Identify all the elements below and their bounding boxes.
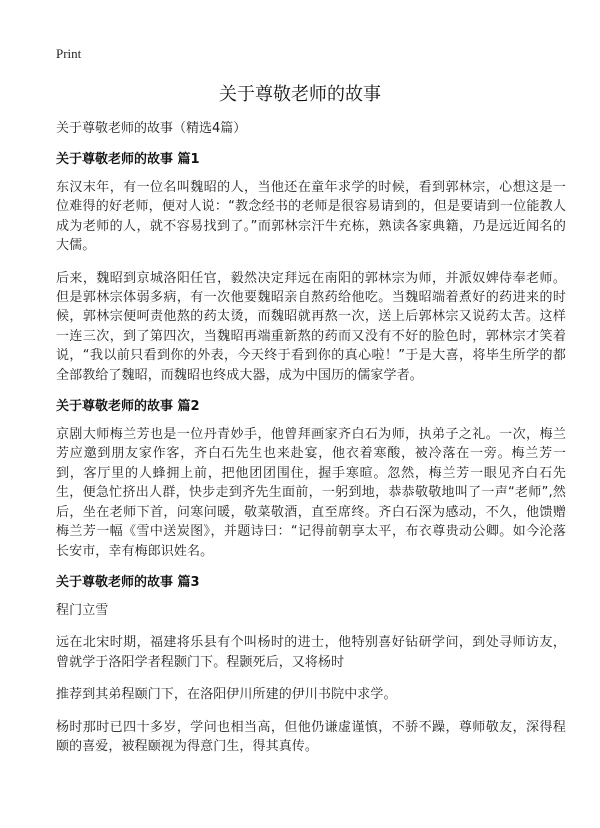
article-subtitle: 关于尊敬老师的故事（精选4篇） xyxy=(56,121,247,136)
paragraph: 远在北宋时期，福建将乐县有个叫杨时的进士，他特别喜好钻研学问，到处寻师访友，曾就学于洛阳学者程颢门下。程颢死后，又将杨时 xyxy=(56,635,566,670)
section-heading: 关于尊敬老师的故事 篇2 xyxy=(56,399,200,415)
print-link[interactable]: Print xyxy=(56,46,82,61)
paragraph: 京剧大师梅兰芳也是一位丹青妙手，他曾拜画家齐白石为师，执弟子之礼。一次，梅兰芳应邀到朋友家作客，齐白石先生也来赴宴，他衣着寒酸，被冷落在一旁。梅兰芳一到，客厅里的人蜂拥上前，把他团团围住，握手寒暄。忽然，梅兰芳一眼见齐白石先生，便急忙挤出人群，快步走到齐先生面前，一躬到地，恭恭敬敬地叫了一声“老师”,然后，坐在老师下首，问寒问暖，敬菜敬酒，直至席终。齐白石深为感动，不久，他馈赠梅兰芳一幅《雪中送炭图》，并题诗曰：“记得前朝享太平，布衣尊贵动公卿。如今沦落长安市，幸有梅郎识姓名。 xyxy=(56,427,566,559)
paragraph: 东汉末年，有一位名叫魏昭的人，当他还在童年求学的时候，看到郭林宗，心想这是一位难得的好老师，便对人说：“教念经书的老师是很容易请到的，但是要请到一位能教人成为老师的人，就不容易找到了。”而郭林宗汗牛充栋，熟读各家典籍，乃是远近闻名的大儒。 xyxy=(56,180,566,254)
page-title: 关于尊敬老师的故事 xyxy=(219,84,381,105)
section-1 xyxy=(56,151,566,385)
paragraph: 程门立雪 xyxy=(56,602,109,618)
paragraph: 杨时那时已四十多岁，学问也相当高，但他仍谦虚谨慎，不骄不躁，尊师敬友，深得程颐的喜爱，被程颐视为得意门生，得其真传。 xyxy=(56,719,566,754)
section-3 xyxy=(56,574,566,756)
paragraph: 后来，魏昭到京城洛阳任官，毅然决定拜远在南阳的郭林宗为师，并派奴婢侍奉老师。但是郭林宗体弱多病，有一次他要魏昭亲自熬药给他吃。当魏昭端着煮好的药进来的时候，郭林宗便呵责他熬的药太烫，而魏昭就再熬一次，送上后郭林宗又说药太苦。这样一连三次，到了第四次，当魏昭再端重新熬的药而又没有不好的脸色时，郭林宗才笑着说，“我以前只看到你的外表，今天终于看到你的真心啦！”于是大喜，将毕生所学的都全部教给了魏昭，而魏昭也终成大器，成为中国历的儒家学者。 xyxy=(56,270,566,383)
section-heading: 关于尊敬老师的故事 篇3 xyxy=(56,574,200,590)
paragraph: 推荐到其弟程颐门下，在洛阳伊川所建的伊川书院中求学。 xyxy=(56,687,397,703)
article-body xyxy=(56,120,566,769)
section-heading: 关于尊敬老师的故事 篇1 xyxy=(56,152,200,167)
section-2 xyxy=(56,398,566,561)
